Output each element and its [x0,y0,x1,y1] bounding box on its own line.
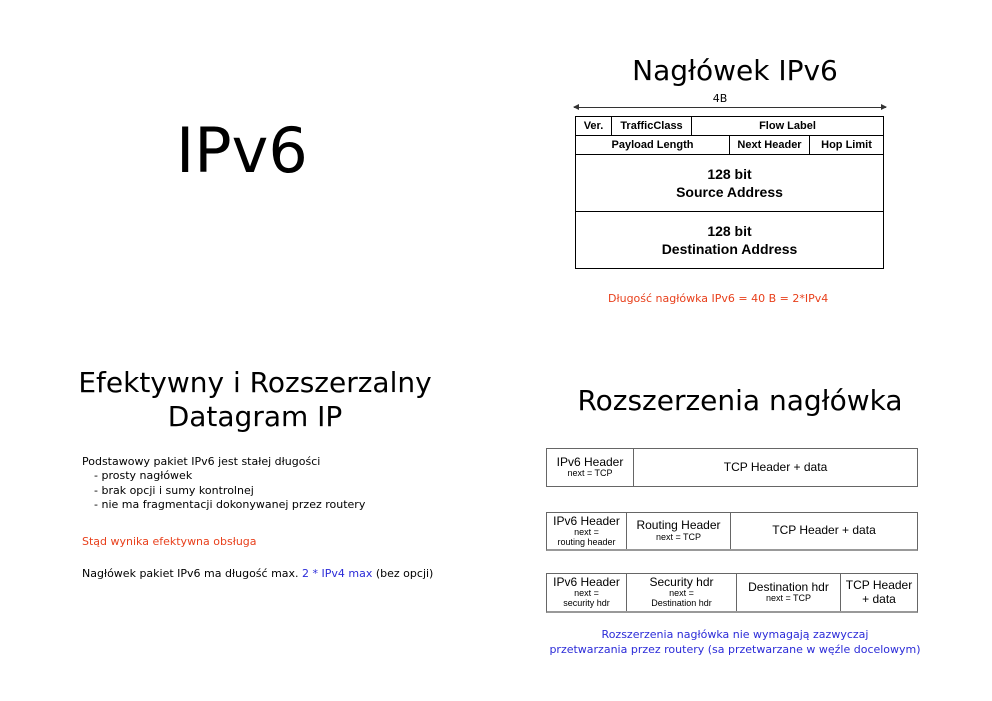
ext2-routing-header [627,513,731,549]
bullet-no-options: - brak opcji i sumy kontrolnej [94,483,254,497]
source-bits: 128 bit [707,165,752,182]
slide-title-ipv6: IPv6 [176,114,308,187]
basic-lead: Podstawowy pakiet IPv6 jest stałej długości [82,455,321,468]
basic-packet-text [82,455,365,512]
header-length-note: Długość nagłówka IPv6 = 40 B = 2*IPv4 [608,292,829,305]
cell-next-header: Next Header [730,136,810,154]
source-label: Source Address [676,184,783,200]
extension-chain-1 [546,448,918,487]
ext3-security-main: Security hdr [649,575,714,590]
slide-title-extensions: Rozszerzenia nagłówka [577,384,903,417]
ext2-tcp-main: TCP Header + data [772,523,876,538]
max-prefix: Nagłówek pakiet IPv6 ma długość max. [82,567,303,580]
width-arrow [574,107,886,108]
ext1-ipv6-sub: next = TCP [567,468,613,479]
cell-version: Ver. [576,117,612,135]
ext1-tcp-data [634,449,917,486]
ext-note-line1: Rozszerzenia nagłówka nie wymagają zazwyczaj [601,628,869,641]
efficient-handling-text: Stąd wynika efektywna obsługa [82,535,257,548]
cell-payload-length: Payload Length [576,136,730,154]
ext3-ipv6-header [547,574,627,611]
slide-title-efficient-datagram: Efektywny i Rozszerzalny Datagram IP [78,366,432,433]
cell-traffic-class: TrafficClass [612,117,692,135]
destination-bits: 128 bit [707,222,752,239]
header-max-length-text [82,567,433,580]
header-row-1 [576,117,883,136]
ext3-tcp-data: TCP Header + data [845,578,913,606]
ext3-ipv6-sub: next = security hdr [563,588,610,609]
destination-label: Destination Address [661,241,798,257]
width-label: 4B [712,92,728,105]
ext3-destination-sub: next = TCP [765,593,812,604]
cell-hop-limit: Hop Limit [821,139,872,151]
cell-flow-label: Flow Label [759,120,816,132]
header-row-2 [576,136,883,155]
header-row-destination [576,212,883,268]
ext1-ipv6-main: IPv6 Header [556,454,624,469]
extension-chain-3 [546,573,918,613]
ext2-routing-sub: next = TCP [655,531,702,542]
extensions-note [520,628,950,658]
ext2-tcp-data [731,513,917,549]
ext3-ipv6-main: IPv6 Header [553,575,620,590]
ext-note-line2: przetwarzania przez routery (sa przetwarzane w węźle docelowym) [549,642,921,656]
header-row-source [576,155,883,212]
ext2-ipv6-sub: next = routing header [557,526,616,547]
ext1-ipv6-header [547,449,634,486]
max-suffix: (bez opcji) [372,567,434,580]
extension-chain-2 [546,512,918,551]
slide-title-ipv6-header: Nagłówek IPv6 [632,54,838,87]
max-value: 2 * IPv4 max [302,567,373,580]
ext3-destination-main: Destination hdr [748,579,829,594]
ext2-ipv6-header [547,513,627,549]
bullet-simple-header: - prosty nagłówek [94,469,193,483]
ext2-ipv6-main: IPv6 Header [553,513,620,528]
ext2-routing-main: Routing Header [636,518,721,533]
ext3-security-hdr [627,574,737,611]
cell-destination-address [576,212,883,268]
ext3-destination-hdr [737,574,841,611]
bullet-no-fragmentation: - nie ma fragmentacji dokonywanej przez routery [94,497,366,511]
cell-source-address [576,155,883,211]
ext1-tcp-main: TCP Header + data [723,459,828,474]
ext3-security-sub: next = Destination hdr [651,588,712,609]
ipv6-header-table [575,116,884,269]
